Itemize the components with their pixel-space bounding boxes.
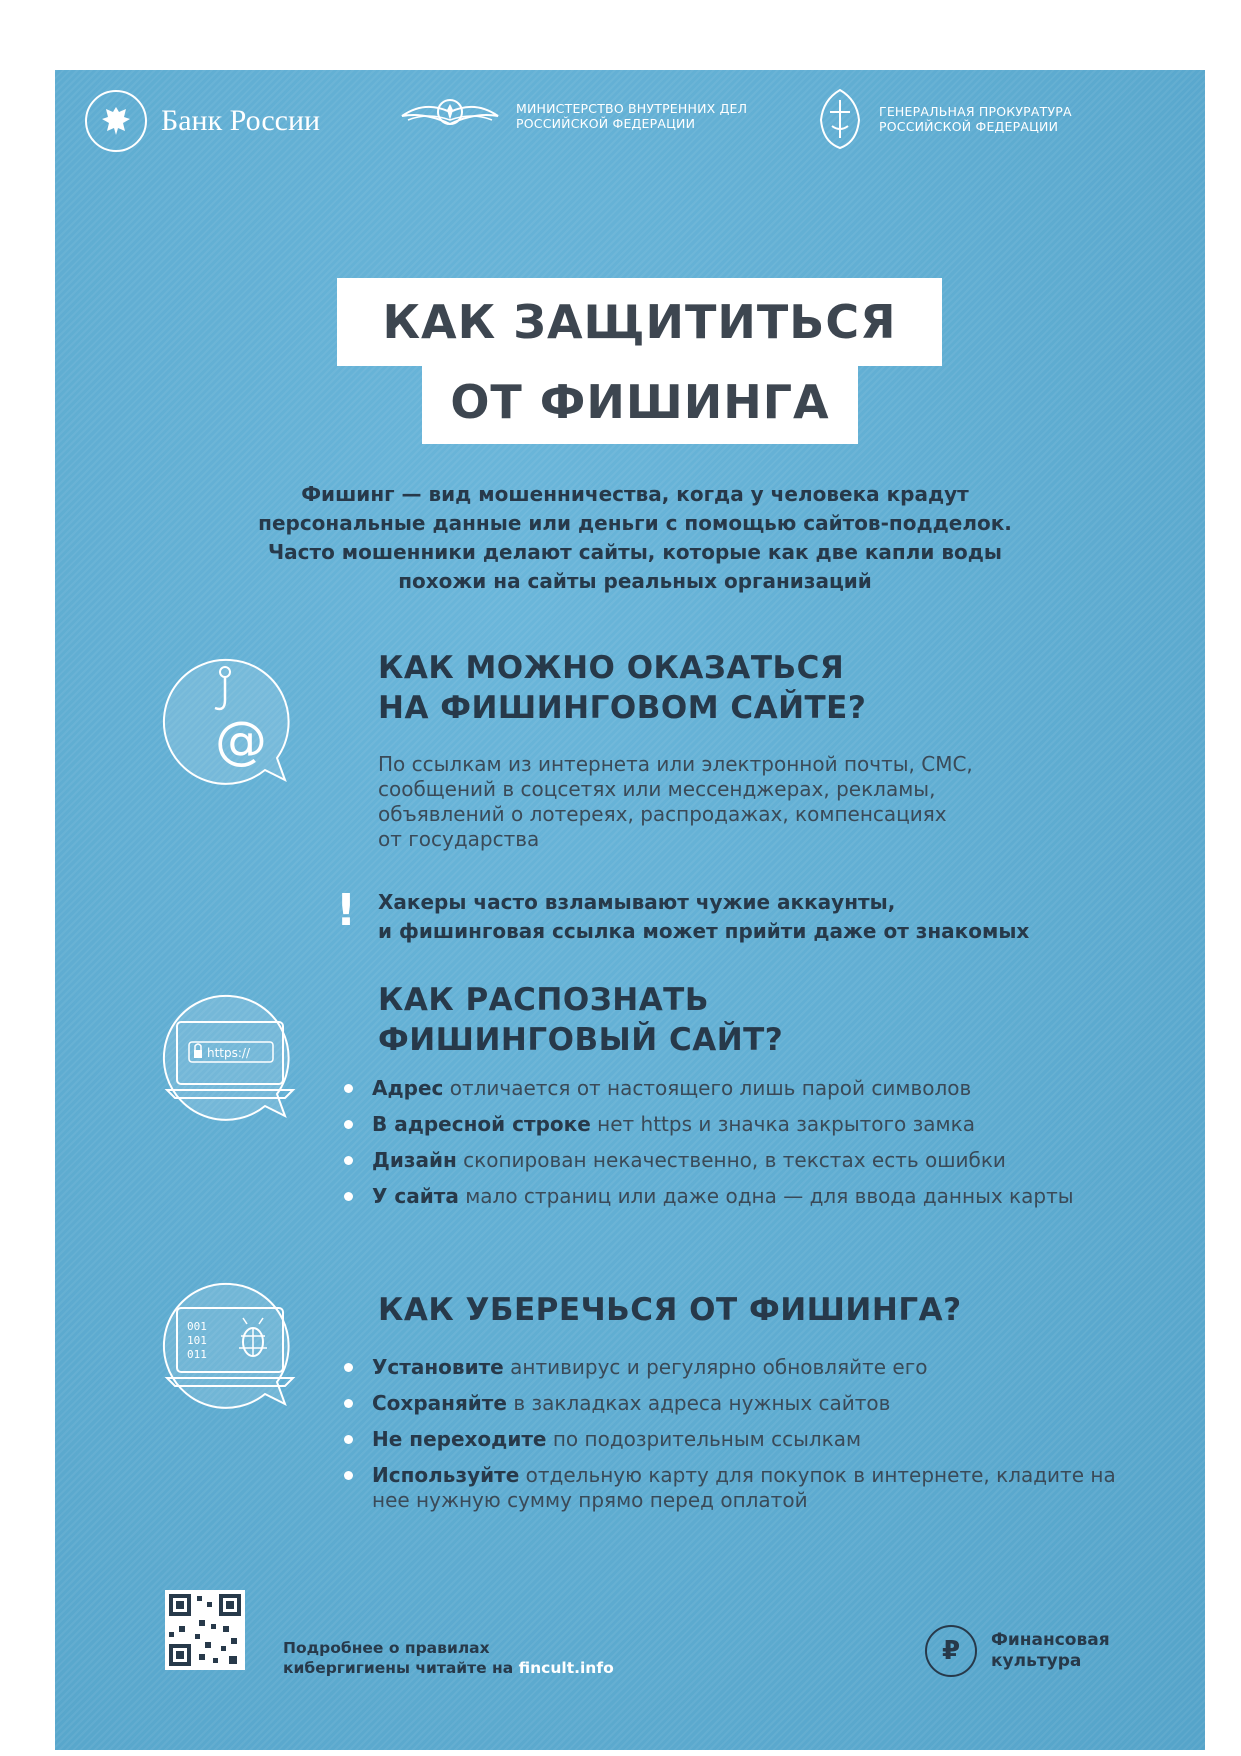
logo-bar: [85, 90, 1085, 170]
list-item: У сайта мало страниц или даже одна — для ввода данных карты: [338, 1184, 1118, 1209]
page-title-line2: ОТ ФИШИНГА: [450, 375, 830, 429]
financial-culture-logo: ₽ Финансовая культура: [925, 1625, 1110, 1677]
svg-text:101: 101: [187, 1334, 207, 1347]
list-item: Не переходите по подозрительным ссылкам: [338, 1427, 1118, 1452]
section1-text: По ссылкам из интернета или электронной почты, СМС, сообщений в соцсетях или мессенджерах, рекламы, объявлений о лотереях, распродажах, компенсациях от государства: [378, 752, 973, 851]
list-item: Адрес отличается от настоящего лишь парой символов: [338, 1076, 1118, 1101]
qr-code-icon[interactable]: [165, 1590, 245, 1670]
prosecutor-emblem-icon: [815, 86, 865, 152]
prosecutor-logo: [815, 86, 1072, 152]
section1-heading: КАК МОЖНО ОКАЗАТЬСЯ НА ФИШИНГОВОМ САЙТЕ?: [378, 650, 867, 726]
svg-text:011: 011: [187, 1348, 207, 1361]
bullet-dot: [344, 1120, 353, 1129]
list-item: Сохраняйте в закладках адреса нужных сайтов: [338, 1391, 1118, 1416]
list-item: В адресной строке нет https и значка закрытого замка: [338, 1112, 1118, 1137]
section3-list: [338, 1355, 1118, 1524]
bullet-dot: [344, 1435, 353, 1444]
list-item: Дизайн скопирован некачественно, в текстах есть ошибки: [338, 1148, 1118, 1173]
bank-of-russia-logo: [85, 90, 320, 152]
list-item: Используйте отдельную карту для покупок в интернете, кладите на нее нужную сумму прямо перед оплатой: [338, 1463, 1118, 1513]
title-box-line2: [422, 360, 858, 444]
ruble-icon: ₽: [925, 1625, 977, 1677]
fincult-link[interactable]: fincult.info: [518, 1659, 614, 1677]
bank-name: Банк России: [161, 104, 321, 137]
title-box-line1: [337, 278, 942, 366]
svg-text:https://: https://: [207, 1046, 251, 1060]
bullet-dot: [344, 1192, 353, 1201]
page-title-line1: КАК ЗАЩИТИТЬСЯ: [382, 295, 897, 349]
warning-icon: !: [336, 885, 357, 936]
footer-note: Подробнее о правилах кибергигиены читайте на fincult.info: [283, 1639, 614, 1677]
bullet-dot: [344, 1363, 353, 1372]
svg-text:001: 001: [187, 1320, 207, 1333]
intro-paragraph: Фишинг — вид мошенничества, когда у человека крадут персональные данные или деньги с помощью сайтов-подделок. Часто мошенники делают сайты, которые как две капли воды похожи на сайты реальных организаций: [258, 482, 1012, 593]
prosecutor-name: ГЕНЕРАЛЬНАЯ ПРОКУРАТУРА РОССИЙСКОЙ ФЕДЕРАЦИИ: [879, 104, 1072, 134]
mvd-name: МИНИСТЕРСТВО ВНУТРЕННИХ ДЕЛ РОССИЙСКОЙ ФЕДЕРАЦИИ: [516, 101, 748, 131]
mvd-emblem-icon: [400, 90, 500, 142]
bullet-dot: [344, 1399, 353, 1408]
svg-text:@: @: [215, 711, 267, 771]
bullet-dot: [344, 1471, 353, 1480]
double-eagle-icon: [85, 90, 147, 152]
laptop-bug-code-icon: [155, 1278, 315, 1418]
hook-at-chat-icon: [155, 650, 315, 790]
laptop-https-icon: [155, 990, 315, 1130]
section2-heading: КАК РАСПОЗНАТЬ ФИШИНГОВЫЙ САЙТ?: [378, 982, 784, 1058]
bullet-dot: [344, 1156, 353, 1165]
section3-heading: КАК УБЕРЕЧЬСЯ ОТ ФИШИНГА?: [378, 1292, 962, 1328]
section1-warning: Хакеры часто взламывают чужие аккаунты, и фишинговая ссылка может прийти даже от знакомых: [378, 890, 1030, 943]
bullet-dot: [344, 1084, 353, 1093]
list-item: Установите антивирус и регулярно обновляйте его: [338, 1355, 1118, 1380]
mvd-logo: [400, 90, 747, 142]
section2-list: [338, 1076, 1118, 1220]
